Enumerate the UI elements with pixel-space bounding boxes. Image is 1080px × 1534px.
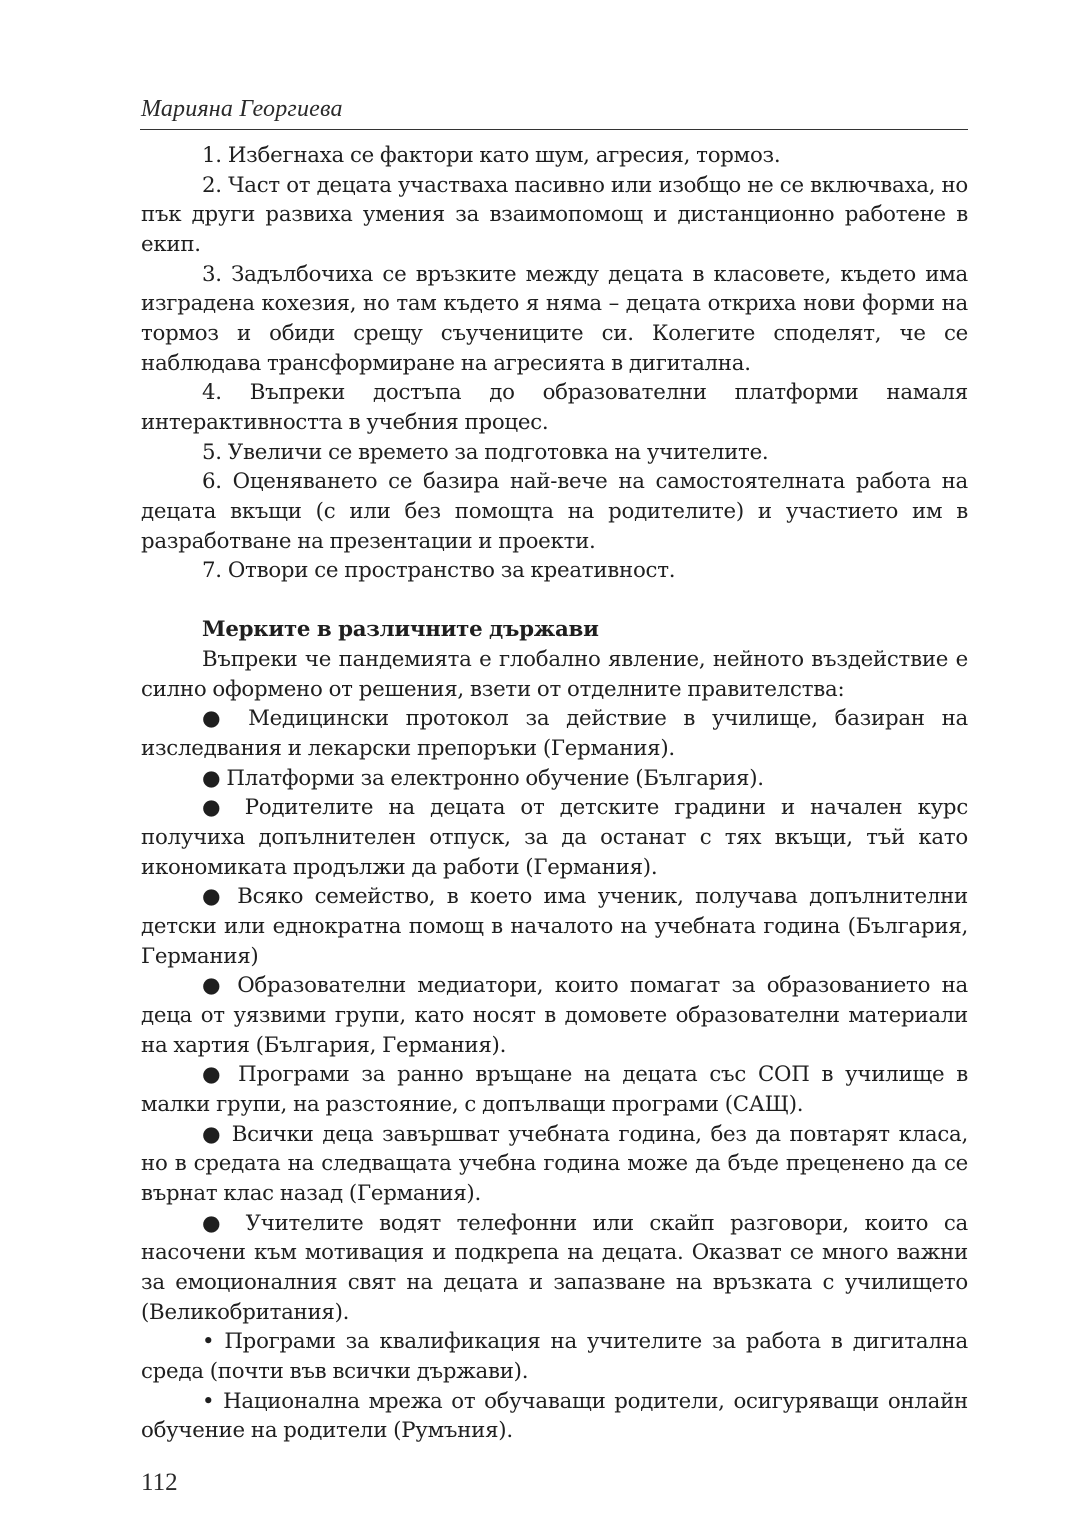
bullet-item: ● Родителите на децата от детските градини и начален курс получиха допълнителен отпуск, за да останат с тях вкъщи, тъй като икономиката продължи да работи (Германия).	[141, 795, 968, 880]
list-item-7: 7. Отвори се пространство за креативност.	[202, 558, 676, 584]
bullet-item: ● Платформи за електронно обучение (България).	[202, 765, 764, 791]
bullet-item: ● Образователни медиатори, които помагат за образованието на деца от уязвими групи, като носят в домовете образователни материали на хартия (България, Германия).	[141, 973, 968, 1058]
bullet-item: ● Учителите водят телефонни или скайп разговори, които са насочени към мотивация и подкрепа на децата. Оказват се много важни за емоционалния свят на децата и запазване на връзката с училището (Великобритания).	[141, 1210, 968, 1325]
list-item-1: 1. Избегнаха се фактори като шум, агресия, тормоз.	[202, 143, 781, 168]
list-item-5: 5. Увеличи се времето за подготовка на учителите.	[202, 439, 769, 465]
bullet-item: • Програми за квалификация на учителите за работа в дигитална среда (почти във всички държави).	[141, 1329, 968, 1384]
bullet-item: ● Всички деца завършват учебната година, без да повтарят класа, но в средата на следващата учебна година може да бъде преценено да се върнат клас назад (Германия).	[141, 1121, 968, 1206]
section-heading: Мерките в различните държави	[202, 617, 599, 643]
list-item-6: 6. Оценяването се базира най-вече на самостоятелната работа на децата вкъщи (с или без помощта на родителите) и участието им в разработване на презентации и проекти.	[141, 469, 968, 554]
list-item-4: 4. Въпреки достъпа до образователни платформи намаля интерактивността в учебния процес.	[141, 380, 968, 435]
running-head-author: Марияна Георгиева	[141, 96, 343, 122]
body-text	[141, 141, 968, 1446]
section-intro-paragraph: Въпреки че пандемията е глобално явление, нейното въздействие е силно оформено от решения, взети от отделните правителства:	[141, 647, 968, 702]
page-number: 112	[141, 1469, 178, 1496]
list-item-3: 3. Задълбочиха се връзките между децата в класовете, където има изградена кохезия, но там където я няма – децата откриха нови форми на тормоз и обиди срещу съучениците си. Колегите споделят, че се наблюдава трансформиране на агресията в дигитална.	[141, 261, 968, 376]
bullet-item: ● Всяко семейство, в което има ученик, получава допълнителни детски или еднократна помощ в началото на учебната година (България, Германия)	[141, 884, 968, 969]
bullet-item: ● Медицински протокол за действие в училище, базиран на изследвания и лекарски препоръки (Германия).	[141, 706, 968, 762]
list-item-2: 2. Част от децата участваха пасивно или изобщо не се включваха, но пък други развиха умения за взаимопомощ и дистанционно работене в екип.	[141, 172, 968, 257]
bullet-item: • Национална мрежа от обучаващи родители, осигуряващи онлайн обучение на родители (Румъния).	[141, 1388, 968, 1444]
bullet-item: ● Програми за ранно връщане на децата със СОП в училище в малки групи, на разстояние, с допълващи програми (САЩ).	[141, 1062, 968, 1117]
header-rule	[140, 129, 968, 130]
